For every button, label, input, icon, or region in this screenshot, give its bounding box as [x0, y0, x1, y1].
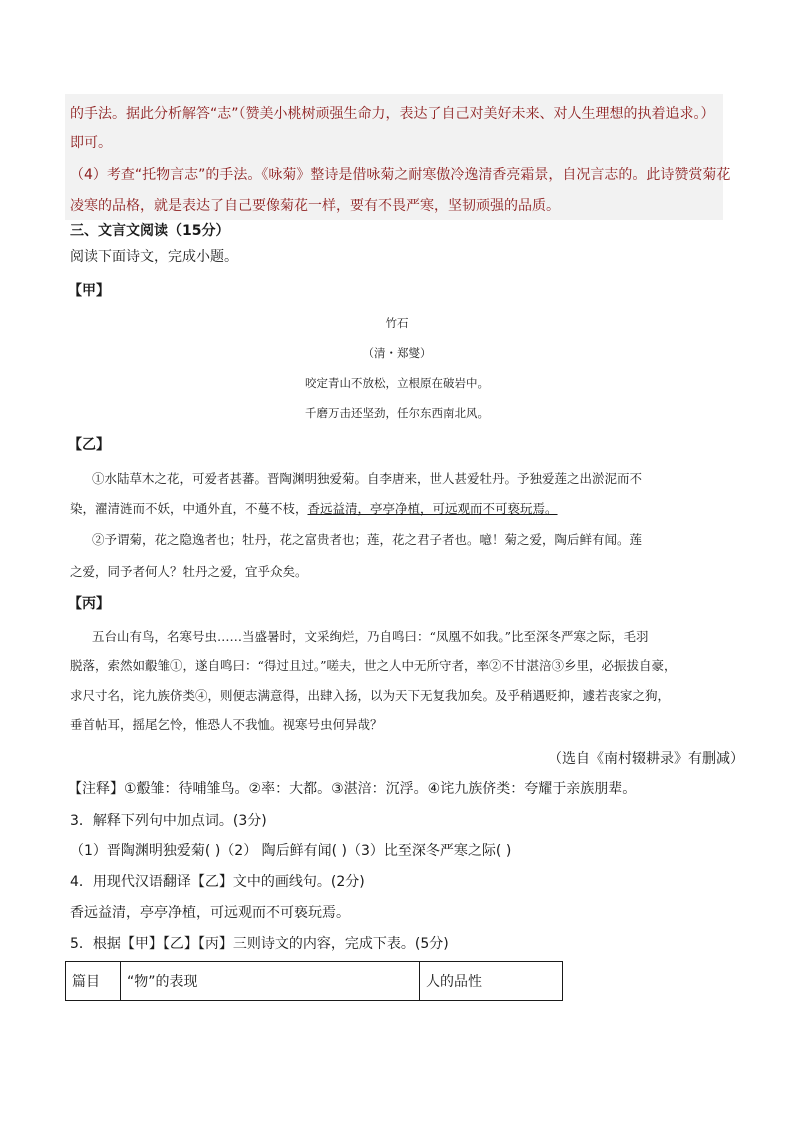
yi-paragraph-1-line-1: ①水陆草木之花，可爱者甚蕃。晋陶渊明独爱菊。自李唐来，世人甚爱牡丹。予独爱莲之出淤泥而不: [92, 471, 643, 486]
jia-label: 【甲】: [68, 283, 110, 299]
answer-table: [65, 961, 563, 1001]
question-5-prompt: 5．根据【甲】【乙】【丙】三则诗文的内容，完成下表。(5分): [70, 936, 449, 952]
poem-title: 竹石: [385, 316, 409, 330]
bing-source: （选自《南村辍耕录》有删减）: [548, 751, 744, 767]
bing-label: 【丙】: [68, 596, 110, 612]
yi-paragraph-2-line-1: ②予谓菊，花之隐逸者也；牡丹，花之富贵者也；莲，花之君子者也。噫！菊之爱，陶后鲜有闻。莲: [92, 532, 643, 547]
poem-verse-2: 千磨万击还坚劲，任尔东西南北风。: [305, 406, 489, 420]
bing-line-4: 垂首帖耳，摇尾乞怜，惟恐人不我恤。视寒号虫何异哉？: [70, 717, 383, 732]
bing-line-1: 五台山有鸟，名寒号虫……当盛暑时，文采绚烂，乃自鸣曰：“凤凰不如我。”比至深冬严寒之际，毛羽: [92, 629, 649, 644]
yi-label: 【乙】: [68, 437, 110, 453]
table-header-row: [66, 962, 563, 1001]
answer-line-1: 的手法。据此分析解答“志”（赞美小桃树顽强生命力，表达了自己对美好未来、对人生理想的执着追求。）: [70, 106, 715, 122]
answer-line-3: （4）考查“托物言志”的手法。《咏菊》整诗是借咏菊之耐寒傲冷逸清香亮霜景，自况言志的。此诗赞赏菊花: [70, 167, 731, 183]
question-4-sentence: 香远益清，亭亭净植，可远观而不可亵玩焉。: [70, 905, 350, 921]
answer-line-4: 凌寒的品格，就是表达了自己要像菊花一样，要有不畏严寒，坚韧顽强的品质。: [70, 198, 560, 214]
yi-paragraph-1-line-2: [70, 499, 558, 519]
section-heading: 三、文言文阅读（15分）: [70, 223, 230, 239]
yi-underlined-sentence: 香远益清，亭亭净植，可远观而不可亵玩焉。: [307, 501, 558, 516]
poem-verse-1: 咬定青山不放松，立根原在破岩中。: [305, 376, 489, 390]
poem-author: （清・郑燮）: [362, 346, 432, 360]
question-4-prompt: 4．用现代汉语翻译【乙】文中的画线句。(2分): [70, 874, 365, 890]
table-header-title: 篇目: [66, 962, 121, 1001]
table-header-object: “物”的表现: [121, 962, 420, 1001]
yi-text-plain: 染，濯清涟而不妖，中通外直，不蔓不枝，: [70, 501, 308, 516]
bing-line-2: 脱落，索然如鷇雏①，遂自鸣曰：“得过且过。”嗟夫，世之人中无所守者，率②不甘湛涪③乡里，必振拔自豪，: [70, 658, 677, 673]
annotation-notes: 【注释】①鷇雏：待哺雏鸟。②率：大都。③湛涪：沉浮。④诧九族侪类：夸耀于亲族朋辈。: [68, 781, 637, 797]
section-instruction: 阅读下面诗文，完成小题。: [70, 249, 238, 265]
bing-line-3: 求尺寸名，诧九族侪类④，则便志满意得，出肆入扬，以为天下无复我加矣。及乎稍遇贬抑，遽若丧家之狗，: [70, 688, 671, 703]
yi-paragraph-2-line-2: 之爱，同予者何人？牡丹之爱，宜乎众矣。: [70, 564, 308, 579]
question-3-prompt: 3．解释下列句中加点词。(3分): [70, 813, 267, 829]
table-header-character: 人的品性: [420, 962, 563, 1001]
question-3-items: （1）晋陶渊明独爱菊( )（2） 陶后鲜有闻( )（3）比至深冬严寒之际( ): [70, 843, 512, 859]
answer-line-2: 即可。: [70, 135, 112, 151]
